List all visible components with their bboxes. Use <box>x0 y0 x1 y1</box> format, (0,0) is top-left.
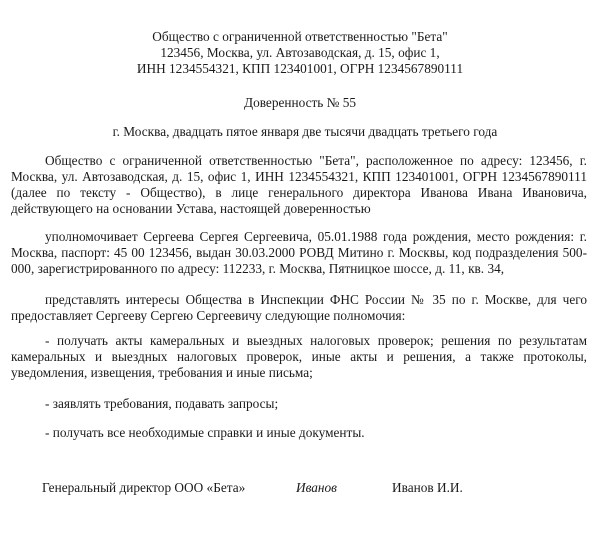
document-title: Доверенность № 55 <box>244 95 356 110</box>
signatory-role: Генеральный директор ООО «Бета» <box>42 480 246 495</box>
signature-block <box>42 480 562 498</box>
paragraph-purpose: представлять интересы Общества в Инспекции ФНС России № 35 по г. Москве, для чего предоставляет Сергееву Сергею Сергеевичу следующие полномочия: <box>11 292 587 323</box>
signatory-name: Иванов И.И. <box>392 480 463 495</box>
company-name: Общество с ограниченной ответственностью "Бета" <box>152 29 448 44</box>
paragraph-agent: уполномочивает Сергеева Сергея Сергеевича, 05.01.1988 года рождения, место рождения: г. Москва, паспорт: 45 00 123456, выдан 30.03.2000 РОВД Митино г. Москвы, код подразделения 500-000, зарегистрированного по адресу: 112233, г. Москва, Пятницкое шоссе, д. 11, кв. 34, <box>11 229 587 276</box>
power-item-requests: - заявлять требования, подавать запросы; <box>45 396 279 411</box>
company-address: 123456, Москва, ул. Автозаводская, д. 15, офис 1, <box>160 45 440 60</box>
paragraph-principal: Общество с ограниченной ответственностью "Бета", расположенное по адресу: 123456, г. Москва, ул. Автозаводская, д. 15, офис 1, ИНН 1234554321, КПП 123401001, ОГРН 1234567890111 (далее по тексту - Общество), в лице генерального директора Иванова Ивана Ивановича, действующего на основании Устава, настоящей доверенностью <box>11 153 587 216</box>
company-registration: ИНН 1234554321, КПП 123401001, ОГРН 1234567890111 <box>136 61 464 76</box>
power-item-receive-acts: - получать акты камеральных и выездных налоговых проверок; решения по результатам камеральных и выездных налоговых проверок, иные акты и решения, а также протоколы, уведомления, извещения, требования и иные письма; <box>11 333 587 380</box>
handwritten-signature: Иванов <box>296 480 337 495</box>
place-and-date: г. Москва, двадцать пятое января две тысячи двадцать третьего года <box>112 124 498 139</box>
company-header <box>0 29 600 77</box>
power-item-certificates: - получать все необходимые справки и иные документы. <box>45 425 365 440</box>
